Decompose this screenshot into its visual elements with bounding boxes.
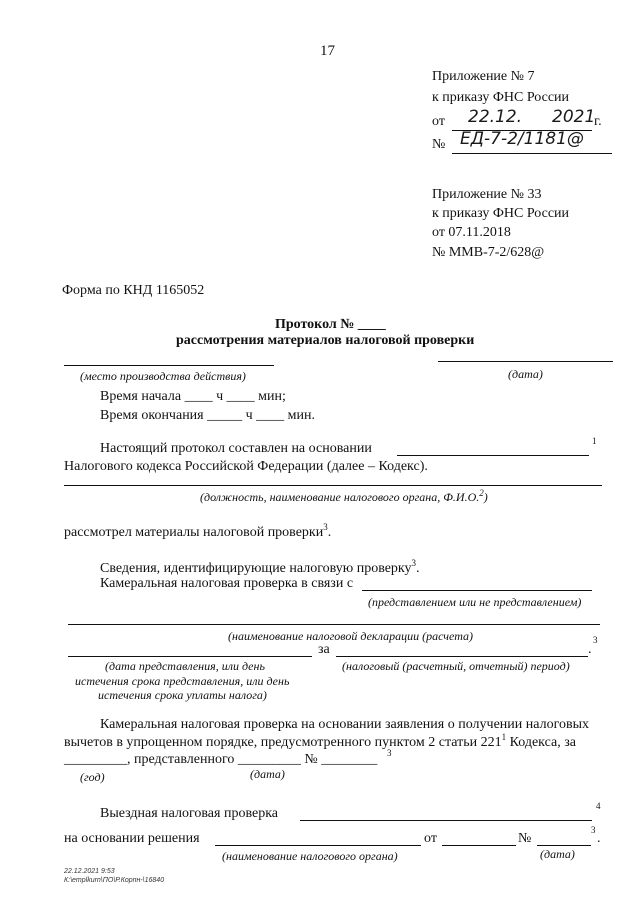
annex33-date: от 07.11.2018 <box>432 225 511 240</box>
date-hint-2: (дата) <box>250 767 285 781</box>
simplified-line-2: вычетов в упрощенном порядке, предусмотренного пунктом 2 статьи $221^1$ Кодекса, за <box>64 732 576 750</box>
declaration-field-line <box>68 624 600 625</box>
official-field-line <box>64 485 602 486</box>
footnote-3-decision: 3 <box>591 825 596 835</box>
annex7-date-handwritten: 22.12. <box>468 107 523 127</box>
annex7-number-handwritten: ЕД-7-2/1181@ <box>460 129 584 149</box>
footer-timestamp: 22.12.2021 9:53 <box>64 868 115 875</box>
ident-line: Сведения, идентифицирующие налоговую проверку$^3$. <box>100 558 420 576</box>
submit-date-hint-3: истечения срока уплаты налога) <box>98 688 267 702</box>
submit-date-field-line <box>68 656 312 657</box>
protocol-subtitle: рассмотрения материалов налоговой проверки <box>176 333 475 348</box>
tax-authority-hint: (наименование налогового органа) <box>222 849 398 863</box>
basis-line: Настоящий протокол составлен на основании <box>100 441 372 456</box>
footer-path: К:\emplkurn\ПО\Р.Корпн-\16840 <box>64 877 165 884</box>
annex7-date-suffix: г. <box>594 114 602 129</box>
field-audit-line: Выездная налоговая проверка <box>100 806 279 821</box>
annex7-date-prefix: от <box>432 114 445 129</box>
place-hint: (место производства действия) <box>80 369 246 383</box>
annex33-order: к приказу ФНС России <box>432 206 570 221</box>
from-word: от <box>424 831 437 846</box>
annex33-number: № ММВ-7-2/628@ <box>432 245 545 260</box>
year-hint: (год) <box>80 770 105 784</box>
time-start: Время начала ____ ч ____ мин; <box>100 389 286 404</box>
period-field-line <box>336 656 588 657</box>
decision-line: на основании решения <box>64 831 200 846</box>
footnote-4: 4 <box>596 801 601 811</box>
decision-dot: . <box>597 831 601 846</box>
official-hint: (должность, наименование налогового органа, Ф.И.О.$^2$) <box>200 488 488 504</box>
reviewed-line: рассмотрел материалы налоговой проверки$^3$. <box>64 522 332 540</box>
protocol-title: Протокол № ____ <box>275 317 386 332</box>
no-word: № <box>518 831 532 846</box>
for-word: за <box>318 642 330 657</box>
annex7-year-handwritten: 2021 <box>552 107 596 127</box>
form-code: Форма по КНД 1165052 <box>62 283 205 298</box>
declaration-hint: (наименование налоговой декларации (расчета) <box>228 629 473 643</box>
date-hint: (дата) <box>508 367 543 381</box>
decision-date-field-line <box>442 845 516 846</box>
decision-authority-field-line <box>215 845 421 846</box>
period-dot: . <box>588 642 592 657</box>
annex7-number-prefix: № <box>432 137 446 152</box>
place-field-line <box>64 365 274 366</box>
submission-hint: (представлением или не представлением) <box>368 595 582 609</box>
annex33-title: Приложение № 33 <box>432 187 542 202</box>
basis-field-line <box>397 455 589 456</box>
annex7-order: к приказу ФНС России <box>432 90 570 105</box>
decision-number-field-line <box>537 845 591 846</box>
period-hint: (налоговый (расчетный, отчетный) период) <box>342 659 570 673</box>
date-hint-3: (дата) <box>540 847 575 861</box>
simplified-line-1: Камеральная налоговая проверка на основании заявления о получении налоговых <box>100 717 589 732</box>
footnote-3-period: 3 <box>593 635 598 645</box>
date-field-line <box>438 361 613 362</box>
field-audit-field-line <box>300 820 592 821</box>
time-end: Время окончания _____ ч ____ мин. <box>100 408 315 423</box>
footnote-1: 1 <box>592 436 597 446</box>
page-number: 17 <box>320 43 335 59</box>
submit-date-hint-2: истечения срока представления, или день <box>75 674 290 688</box>
submission-field-line <box>362 590 592 591</box>
annex7-title: Приложение № 7 <box>432 69 535 84</box>
tax-code-line: Налогового кодекса Российской Федерации (далее – Кодекс). <box>64 459 428 474</box>
submit-date-hint-1: (дата представления, или день <box>105 659 265 673</box>
simplified-line-3: _________, представленного _________ № ________ <box>64 752 378 767</box>
desk-audit-line: Камеральная налоговая проверка в связи с <box>100 576 354 591</box>
footnote-3-simplified: 3 <box>387 748 392 758</box>
